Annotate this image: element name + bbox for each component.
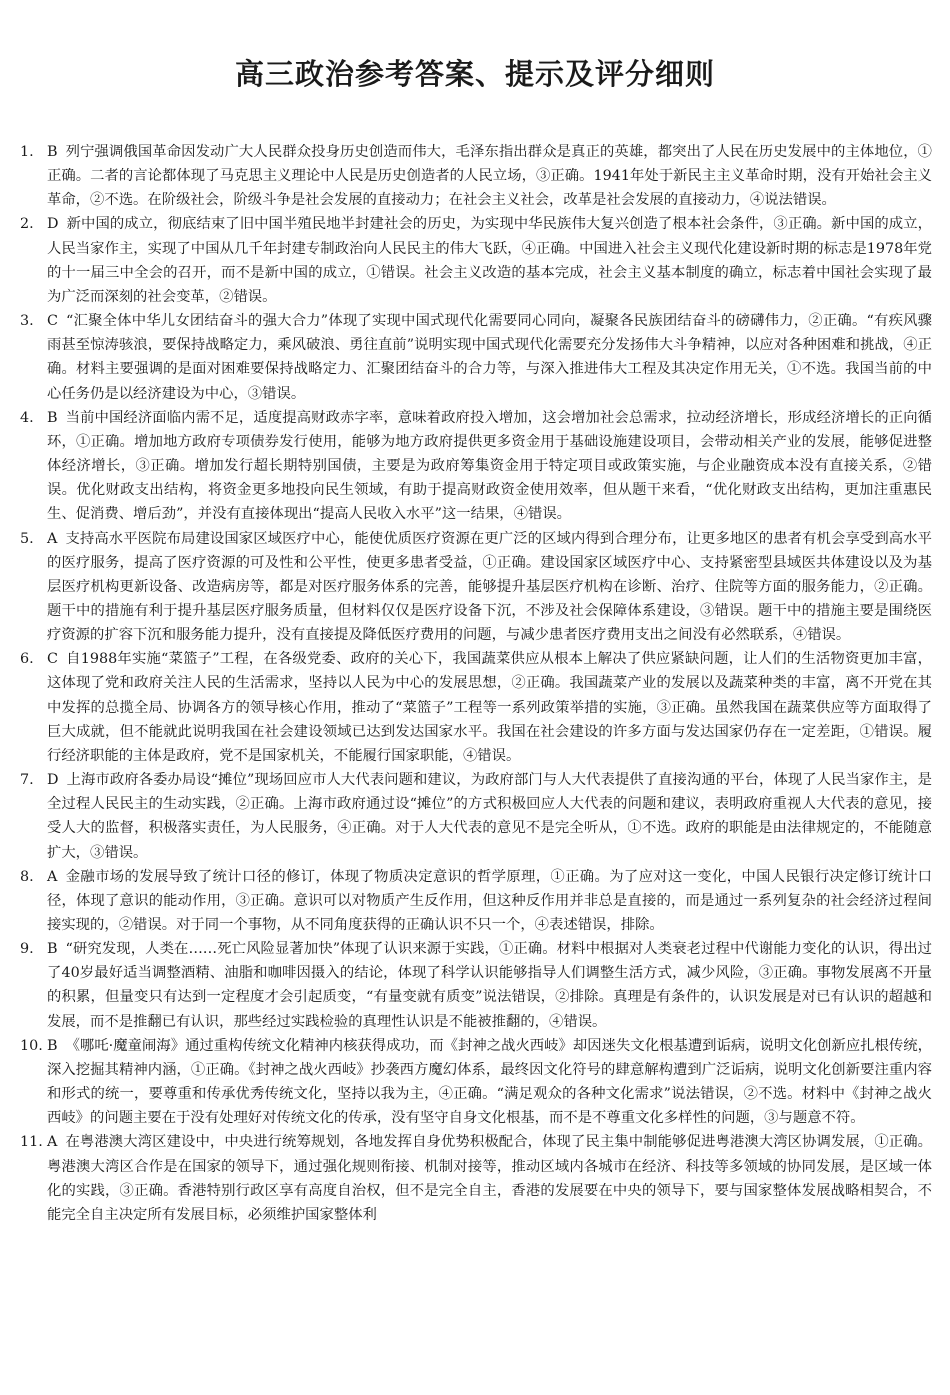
answer-number: 7. [20, 772, 34, 789]
answer-item-7 [20, 768, 932, 865]
answer-key: B [47, 1037, 58, 1054]
answer-item-5 [20, 527, 932, 648]
answer-item-6 [20, 647, 932, 768]
answer-key: A [47, 1134, 58, 1151]
answer-explanation: 列宁强调俄国革命因发动广大人民群众投身历史创造而伟大，毛泽东指出群众是真正的英雄，都突出了人民在历史发展中的主体地位，①正确。二者的言论都体现了马克思主义理论中人民是历史创造者的人民立场，③正确。1941年处于新民主主义革命时期，没有开始社会主义革命，②不选。在阶级社会，阶级斗争是社会发展的直接动力；在社会主义社会，改革是社会发展的直接动力，④说法错误。 [47, 144, 932, 209]
answer-explanation: 当前中国经济面临内需不足，适度提高财政赤字率，意味着政府投入增加，这会增加社会总需求，拉动经济增长，形成经济增长的正向循环，①正确。增加地方政府专项债券发行使用，能够为地方政府提供更多资金用于基础设施建设项目，会带动相关产业的发展，能够促进整体经济增长，③正确。增加发行超长期特别国债，主要是为政府筹集资金用于特定项目或政策实施，与企业融资成本没有直接关系，②错误。优化财政支出结构，将资金更多地投向民生领域，有助于提高财政资金使用效率，但从题干来看，“优化财政支出结构，更加注重惠民生、促消费、增后劲”，并没有直接体现出“提高人民收入水平”这一结果，④错误。 [47, 409, 932, 523]
answer-key: B [47, 144, 58, 160]
answer-explanation: 上海市政府各委办局设“摊位”现场回应市人大代表问题和建议，为政府部门与人大代表提供了直接沟通的平台，体现了人民当家作主，是全过程人民民主的生动实践，②正确。上海市政府通过设“摊位”的方式积极回应人大代表的问题和建议，表明政府重视人大代表的意见，接受人大的监督，积极落实责任，为人民服务，④正确。对于人大代表的意见不是完全听从，①不选。政府的职能是由法律规定的，不能随意扩大，③错误。 [47, 772, 932, 861]
answer-explanation: 在粤港澳大湾区建设中，中央进行统筹规划，各地发挥自身优势积极配合，体现了民主集中制能够促进粤港澳大湾区协调发展，①正确。粤港澳大湾区合作是在国家的领导下，通过强化规则衔接、机制对接等，推动区域内各城市在经济、科技等多领域的协同发展，是区域一体化的实践，③正确。香港特别行政区享有高度自治权，但不是完全自主，香港的发展要在中央的领导下，要与国家整体发展战略相契合，不能完全自主决定所有发展目标，必须维护国家整体利 [47, 1134, 932, 1223]
answer-item-1 [20, 140, 932, 212]
answer-number: 11. [20, 1134, 43, 1151]
answer-key: A [47, 868, 58, 885]
answer-explanation: “汇聚全体中华儿女团结奋斗的强大合力”体现了实现中国式现代化需要同心同向，凝聚各民族团结奋斗的磅礴伟力，②正确。“有疾风骤雨甚至惊涛骇浪，要保持战略定力，乘风破浪、勇往直前”说明实现中国式现代化需要充分发扬伟大斗争精神，以应对各种困难和挑战，④正确。材料主要强调的是面对困难要保持战略定力、汇聚团结奋斗的合力等，与深入推进伟大工程及其决定作用无关，①不选。我国当前的中心任务仍是以经济建设为中心，③错误。 [47, 313, 932, 402]
answer-item-10 [20, 1034, 932, 1131]
answer-explanation: 支持高水平医院布局建设国家区域医疗中心，能使优质医疗资源在更广泛的区域内得到合理分布，让更多地区的患者有机会享受到高水平的医疗服务，提高了医疗资源的可及性和公平性，使更多患者受益，①正确。建设国家区域医疗中心、支持紧密型县域医共体建设以及为基层医疗机构更新设备、改造病房等，都是对医疗服务体系的完善，能够提升基层医疗机构在诊断、治疗、住院等方面的服务能力，②正确。题干中的措施有利于提升基层医疗服务质量，但材料仅仅是医疗设备下沉，不涉及社会保障体系建设，③错误。题干中的措施主要是围绕医疗资源的扩容下沉和服务能力提升，没有直接提及降低医疗费用的问题，与减少患者医疗费用支出之间没有必然联系，④错误。 [47, 530, 932, 644]
answer-key: D [47, 772, 59, 789]
answer-key: C [47, 651, 58, 668]
answer-explanation: 金融市场的发展导致了统计口径的修订，体现了物质决定意识的哲学原理，①正确。为了应对这一变化，中国人民银行决定修订统计口径，体现了意识的能动作用，③正确。意识可以对物质产生反作用，但这种反作用并非总是直接的，而是通过一系列复杂的社会经济过程间接实现的，②错误。对于同一个事物，从不同角度获得的正确认识不只一个，④表述错误，排除。 [47, 868, 932, 933]
answer-number: 5. [20, 530, 34, 547]
answer-key: B [47, 409, 58, 426]
answer-item-9 [20, 937, 932, 1034]
answer-item-8 [20, 865, 932, 937]
answer-number: 6. [20, 651, 34, 668]
answer-item-11 [20, 1130, 932, 1227]
answer-explanation: 自1988年实施“菜篮子”工程，在各级党委、政府的关心下，我国蔬菜供应从根本上解决了供应紧缺问题，让人们的生活物资更加丰富，这体现了党和政府关注人民的生活需求，坚持以人民为中心的发展思想，②正确。我国蔬菜产业的发展以及蔬菜种类的丰富，离不开党在其中发挥的总揽全局、协调各方的领导核心作用，推动了“菜篮子”工程等一系列政策举措的实施，③正确。虽然我国在蔬菜供应等方面取得了巨大成就，但不能就此说明我国在社会建设领域已达到发达国家水平。我国在社会建设的许多方面与发达国家仍存在一定差距，①错误。履行经济职能的主体是政府，党不是国家机关，不能履行国家职能，④错误。 [47, 651, 932, 764]
answer-explanation: 新中国的成立，彻底结束了旧中国半殖民地半封建社会的历史，为实现中华民族伟大复兴创造了根本社会条件，③正确。新中国的成立，人民当家作主，实现了中国从几千年封建专制政治向人民民主的伟大飞跃，④正确。中国进入社会主义现代化建设新时期的标志是1978年党的十一届三中全会的召开，而不是新中国的成立，①错误。社会主义改造的基本完成，社会主义基本制度的确立，标志着中国社会实现了最为广泛而深刻的社会变革，②错误。 [47, 216, 932, 305]
answer-explanation: “研究发现，人类在……死亡风险显著加快”体现了认识来源于实践，①正确。材料中根据对人类衰老过程中代谢能力变化的认识，得出过了40岁最好适当调整酒精、油脂和咖啡因摄入的结论，体现了科学认识能够指导人们调整生活方式，减少风险，③正确。事物发展离不开量的积累，但量变只有达到一定程度才会引起质变，“有量变就有质变”说法错误，②排除。真理是有条件的，认识发展是对已有认识的超越和发展，而不是推翻已有认识，那些经过实践检验的真理性认识是不能被推翻的，④错误。 [47, 941, 932, 1030]
answer-item-3 [20, 309, 932, 406]
page-title: 高三政治参考答案、提示及评分细则 [234, 57, 715, 91]
answer-number: 4. [20, 409, 34, 426]
answer-number: 9. [20, 941, 34, 958]
answer-list [20, 140, 932, 1227]
answer-key: D [47, 216, 59, 233]
answer-number: 10. [20, 1037, 43, 1054]
answer-number: 2. [20, 216, 34, 233]
answer-number: 8. [20, 868, 34, 885]
answer-item-4 [20, 406, 932, 527]
answer-item-2 [20, 212, 932, 309]
answer-key: B [47, 941, 58, 958]
answer-key: C [47, 313, 58, 330]
answer-key: A [47, 530, 58, 547]
answer-explanation: 《哪吒·魔童闹海》通过重构传统文化精神内核获得成功，而《封神之战火西岐》却因迷失文化根基遭到诟病，说明文化创新应扎根传统，深入挖掘其精神内涵，①正确。《封神之战火西岐》抄袭西方魔幻体系，最终因文化符号的肆意解构遭到广泛诟病，说明文化创新要注重内容和形式的统一，要尊重和传承优秀传统文化，坚持以我为主，④正确。“满足观众的各种文化需求”说法错误，②不选。材料中《封神之战火西岐》的问题主要在于没有处理好对传统文化的传承，没有坚守自身文化根基，而不是不尊重文化多样性的问题，③与题意不符。 [47, 1037, 932, 1127]
answer-number: 1. [20, 144, 34, 160]
answer-number: 3. [20, 313, 34, 330]
